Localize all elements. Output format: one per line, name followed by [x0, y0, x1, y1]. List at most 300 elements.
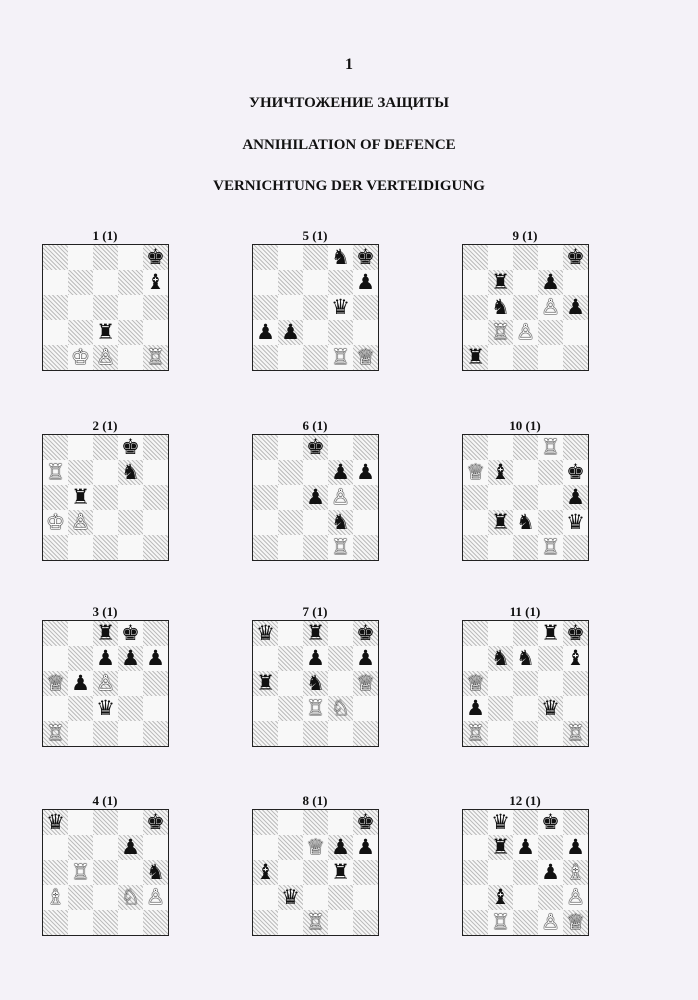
light-square [278, 621, 303, 646]
black-queen-icon: ♛ [96, 696, 115, 720]
black-pawn-icon: ♟ [331, 460, 350, 484]
light-square [43, 646, 68, 671]
light-square [93, 460, 118, 485]
dark-square [513, 671, 538, 696]
dark-square [43, 435, 68, 460]
dark-square [93, 535, 118, 560]
light-square [488, 535, 513, 560]
black-pawn-icon: ♟ [516, 835, 535, 859]
black-queen-icon: ♛ [256, 621, 275, 645]
black-pawn-icon: ♟ [96, 646, 115, 670]
black-rook-icon: ♜ [331, 860, 350, 884]
white-pawn-icon: ♙ [541, 910, 560, 934]
dark-square [118, 696, 143, 721]
dark-square [513, 245, 538, 270]
chess-board [252, 244, 379, 371]
light-square [143, 460, 168, 485]
diagram-label: 3 (1) [92, 604, 118, 619]
dark-square [68, 646, 93, 671]
chess-diagram [252, 418, 378, 561]
light-square [43, 270, 68, 295]
dark-square [278, 270, 303, 295]
black-knight-icon: ♞ [516, 646, 535, 670]
light-square [303, 885, 328, 910]
black-rook-icon: ♜ [96, 320, 115, 344]
dark-square [43, 910, 68, 935]
light-square [278, 295, 303, 320]
dark-square [43, 245, 68, 270]
light-square [463, 646, 488, 671]
light-square [118, 245, 143, 270]
light-square [93, 885, 118, 910]
chess-diagram [42, 228, 168, 371]
dark-square [353, 910, 378, 935]
black-pawn-icon: ♟ [356, 835, 375, 859]
dark-square [538, 835, 563, 860]
light-square [328, 435, 353, 460]
dark-square [513, 435, 538, 460]
light-square [328, 910, 353, 935]
dark-square [43, 485, 68, 510]
black-queen-icon: ♛ [281, 885, 300, 909]
light-square [278, 721, 303, 746]
black-pawn-icon: ♟ [356, 270, 375, 294]
black-king-icon: ♚ [121, 435, 140, 459]
dark-square [328, 320, 353, 345]
light-square [353, 885, 378, 910]
light-square [353, 696, 378, 721]
dark-square [463, 910, 488, 935]
black-pawn-icon: ♟ [121, 646, 140, 670]
dark-square [303, 295, 328, 320]
dark-square [463, 245, 488, 270]
light-square [143, 835, 168, 860]
dark-square [93, 860, 118, 885]
chess-diagram [42, 604, 168, 747]
white-pawn-icon: ♙ [331, 485, 350, 509]
light-square [68, 245, 93, 270]
light-square [353, 510, 378, 535]
light-square [278, 345, 303, 370]
white-knight-icon: ♘ [121, 885, 140, 909]
diagram-label: 11 (1) [509, 604, 541, 619]
chess-diagram [42, 793, 168, 936]
light-square [278, 810, 303, 835]
dark-square [253, 295, 278, 320]
light-square [278, 860, 303, 885]
black-pawn-icon: ♟ [306, 485, 325, 509]
dark-square [43, 621, 68, 646]
light-square [303, 270, 328, 295]
dark-square [278, 696, 303, 721]
dark-square [463, 295, 488, 320]
dark-square [563, 810, 588, 835]
dark-square [93, 485, 118, 510]
dark-square [353, 485, 378, 510]
black-knight-icon: ♞ [491, 646, 510, 670]
chess-board [462, 244, 589, 371]
light-square [118, 721, 143, 746]
chess-board [462, 809, 589, 936]
light-square [43, 696, 68, 721]
black-king-icon: ♚ [146, 245, 165, 269]
white-pawn-icon: ♙ [566, 885, 585, 909]
black-king-icon: ♚ [306, 435, 325, 459]
light-square [278, 435, 303, 460]
light-square [253, 885, 278, 910]
diagram-label: 1 (1) [92, 228, 118, 243]
dark-square [513, 295, 538, 320]
light-square [463, 320, 488, 345]
dark-square [143, 485, 168, 510]
diagram-label: 10 (1) [509, 418, 541, 433]
dark-square [118, 510, 143, 535]
dark-square [513, 721, 538, 746]
white-bishop-icon: ♗ [566, 860, 585, 884]
black-bishop-icon: ♝ [566, 646, 585, 670]
dark-square [303, 721, 328, 746]
dark-square [303, 535, 328, 560]
light-square [278, 910, 303, 935]
light-square [303, 510, 328, 535]
diagram-label: 2 (1) [92, 418, 118, 433]
light-square [118, 910, 143, 935]
chapter-title-english: ANNIHILATION OF DEFENCE [242, 137, 456, 153]
chess-diagram [462, 418, 588, 561]
black-rook-icon: ♜ [256, 671, 275, 695]
dark-square [143, 535, 168, 560]
black-rook-icon: ♜ [306, 621, 325, 645]
dark-square [353, 435, 378, 460]
dark-square [538, 460, 563, 485]
white-king-icon: ♔ [71, 345, 90, 369]
chess-diagram [252, 604, 378, 747]
dark-square [253, 435, 278, 460]
black-bishop-icon: ♝ [146, 270, 165, 294]
black-king-icon: ♚ [121, 621, 140, 645]
light-square [328, 721, 353, 746]
dark-square [513, 535, 538, 560]
dark-square [513, 621, 538, 646]
dark-square [143, 621, 168, 646]
dark-square [278, 510, 303, 535]
diagram-label: 4 (1) [92, 793, 118, 808]
light-square [253, 696, 278, 721]
light-square [143, 696, 168, 721]
light-square [118, 860, 143, 885]
light-square [488, 345, 513, 370]
white-queen-icon: ♕ [356, 345, 375, 369]
white-rook-icon: ♖ [566, 721, 585, 745]
white-rook-icon: ♖ [331, 535, 350, 559]
dark-square [513, 810, 538, 835]
white-knight-icon: ♘ [331, 696, 350, 720]
light-square [118, 671, 143, 696]
black-pawn-icon: ♟ [466, 696, 485, 720]
white-pawn-icon: ♙ [71, 510, 90, 534]
light-square [278, 485, 303, 510]
light-square [68, 435, 93, 460]
light-square [68, 621, 93, 646]
light-square [93, 510, 118, 535]
dark-square [278, 835, 303, 860]
diagram-label: 8 (1) [302, 793, 328, 808]
light-square [538, 671, 563, 696]
dark-square [143, 295, 168, 320]
chess-diagram [462, 228, 588, 371]
black-knight-icon: ♞ [331, 510, 350, 534]
light-square [538, 345, 563, 370]
chess-board [462, 620, 589, 747]
black-king-icon: ♚ [566, 245, 585, 269]
light-square [68, 810, 93, 835]
diagram-label: 7 (1) [302, 604, 328, 619]
dark-square [253, 721, 278, 746]
dark-square [278, 646, 303, 671]
chess-board [42, 434, 169, 561]
white-rook-icon: ♖ [306, 696, 325, 720]
light-square [118, 295, 143, 320]
dark-square [253, 345, 278, 370]
light-square [303, 460, 328, 485]
black-rook-icon: ♜ [96, 621, 115, 645]
dark-square [43, 345, 68, 370]
dark-square [43, 295, 68, 320]
black-rook-icon: ♜ [491, 835, 510, 859]
dark-square [68, 460, 93, 485]
white-pawn-icon: ♙ [146, 885, 165, 909]
light-square [93, 270, 118, 295]
black-bishop-icon: ♝ [491, 885, 510, 909]
dark-square [513, 345, 538, 370]
dark-square [303, 245, 328, 270]
dark-square [353, 721, 378, 746]
dark-square [253, 810, 278, 835]
black-queen-icon: ♛ [46, 810, 65, 834]
white-rook-icon: ♖ [541, 535, 560, 559]
black-king-icon: ♚ [146, 810, 165, 834]
light-square [43, 835, 68, 860]
white-bishop-icon: ♗ [46, 885, 65, 909]
chess-diagram [42, 418, 168, 561]
black-pawn-icon: ♟ [71, 671, 90, 695]
dark-square [328, 270, 353, 295]
white-queen-icon: ♕ [46, 671, 65, 695]
dark-square [93, 721, 118, 746]
dark-square [118, 270, 143, 295]
dark-square [463, 621, 488, 646]
light-square [328, 621, 353, 646]
black-king-icon: ♚ [356, 621, 375, 645]
light-square [463, 835, 488, 860]
dark-square [93, 810, 118, 835]
black-pawn-icon: ♟ [121, 835, 140, 859]
white-rook-icon: ♖ [71, 860, 90, 884]
chapter-number: 1 [345, 56, 353, 73]
diagram-label: 9 (1) [512, 228, 538, 243]
black-knight-icon: ♞ [331, 245, 350, 269]
chess-diagram [462, 793, 588, 936]
dark-square [68, 270, 93, 295]
white-queen-icon: ♕ [466, 460, 485, 484]
black-knight-icon: ♞ [121, 460, 140, 484]
dark-square [563, 345, 588, 370]
white-pawn-icon: ♙ [96, 671, 115, 695]
light-square [488, 245, 513, 270]
light-square [463, 885, 488, 910]
dark-square [353, 535, 378, 560]
dark-square [303, 810, 328, 835]
black-rook-icon: ♜ [71, 485, 90, 509]
dark-square [538, 885, 563, 910]
light-square [68, 910, 93, 935]
dark-square [118, 320, 143, 345]
light-square [563, 320, 588, 345]
dark-square [513, 485, 538, 510]
white-rook-icon: ♖ [146, 345, 165, 369]
light-square [488, 721, 513, 746]
dark-square [563, 435, 588, 460]
white-king-icon: ♔ [46, 510, 65, 534]
dark-square [303, 860, 328, 885]
dark-square [93, 245, 118, 270]
light-square [488, 671, 513, 696]
chess-board [42, 620, 169, 747]
black-pawn-icon: ♟ [566, 485, 585, 509]
light-square [328, 671, 353, 696]
light-square [68, 295, 93, 320]
dark-square [68, 696, 93, 721]
light-square [488, 435, 513, 460]
dark-square [143, 910, 168, 935]
black-pawn-icon: ♟ [331, 835, 350, 859]
dark-square [68, 835, 93, 860]
black-king-icon: ♚ [566, 621, 585, 645]
black-king-icon: ♚ [356, 810, 375, 834]
white-queen-icon: ♕ [566, 910, 585, 934]
chess-board [42, 809, 169, 936]
black-pawn-icon: ♟ [356, 460, 375, 484]
light-square [253, 646, 278, 671]
light-square [488, 860, 513, 885]
light-square [353, 320, 378, 345]
white-rook-icon: ♖ [541, 435, 560, 459]
dark-square [68, 885, 93, 910]
light-square [538, 485, 563, 510]
light-square [513, 696, 538, 721]
black-king-icon: ♚ [541, 810, 560, 834]
light-square [68, 721, 93, 746]
dark-square [43, 860, 68, 885]
dark-square [68, 320, 93, 345]
light-square [488, 485, 513, 510]
diagram-label: 6 (1) [302, 418, 328, 433]
chess-board [462, 434, 589, 561]
black-pawn-icon: ♟ [541, 860, 560, 884]
white-rook-icon: ♖ [491, 320, 510, 344]
light-square [118, 535, 143, 560]
black-pawn-icon: ♟ [356, 646, 375, 670]
dark-square [538, 320, 563, 345]
dark-square [143, 721, 168, 746]
white-rook-icon: ♖ [46, 460, 65, 484]
dark-square [143, 435, 168, 460]
dark-square [463, 485, 488, 510]
dark-square [353, 860, 378, 885]
white-pawn-icon: ♙ [96, 345, 115, 369]
black-queen-icon: ♛ [541, 696, 560, 720]
light-square [513, 885, 538, 910]
dark-square [93, 435, 118, 460]
light-square [43, 320, 68, 345]
dark-square [328, 646, 353, 671]
light-square [93, 835, 118, 860]
chapter-title-russian: УНИЧТОЖЕНИЕ ЗАЩИТЫ [248, 95, 449, 111]
light-square [143, 510, 168, 535]
dark-square [538, 646, 563, 671]
black-rook-icon: ♜ [491, 270, 510, 294]
light-square [303, 320, 328, 345]
black-pawn-icon: ♟ [566, 295, 585, 319]
white-queen-icon: ♕ [356, 671, 375, 695]
light-square [488, 621, 513, 646]
dark-square [278, 460, 303, 485]
dark-square [513, 910, 538, 935]
black-rook-icon: ♜ [466, 345, 485, 369]
black-pawn-icon: ♟ [281, 320, 300, 344]
light-square [463, 270, 488, 295]
black-knight-icon: ♞ [516, 510, 535, 534]
light-square [68, 535, 93, 560]
white-rook-icon: ♖ [491, 910, 510, 934]
black-knight-icon: ♞ [491, 295, 510, 319]
dark-square [253, 485, 278, 510]
chess-diagram [252, 228, 378, 371]
light-square [538, 245, 563, 270]
black-queen-icon: ♛ [331, 295, 350, 319]
white-rook-icon: ♖ [466, 721, 485, 745]
chess-board [252, 809, 379, 936]
light-square [253, 460, 278, 485]
dark-square [463, 810, 488, 835]
dark-square [463, 435, 488, 460]
light-square [278, 671, 303, 696]
black-pawn-icon: ♟ [566, 835, 585, 859]
white-queen-icon: ♕ [466, 671, 485, 695]
dark-square [488, 696, 513, 721]
light-square [253, 270, 278, 295]
dark-square [328, 885, 353, 910]
diagram-label: 12 (1) [509, 793, 541, 808]
black-queen-icon: ♛ [491, 810, 510, 834]
light-square [143, 320, 168, 345]
dark-square [563, 671, 588, 696]
dark-square [253, 245, 278, 270]
black-rook-icon: ♜ [541, 621, 560, 645]
black-pawn-icon: ♟ [256, 320, 275, 344]
black-bishop-icon: ♝ [256, 860, 275, 884]
black-pawn-icon: ♟ [306, 646, 325, 670]
light-square [118, 485, 143, 510]
light-square [328, 810, 353, 835]
light-square [118, 810, 143, 835]
dark-square [513, 860, 538, 885]
light-square [563, 270, 588, 295]
light-square [513, 460, 538, 485]
light-square [253, 835, 278, 860]
diagram-label: 5 (1) [302, 228, 328, 243]
black-knight-icon: ♞ [306, 671, 325, 695]
